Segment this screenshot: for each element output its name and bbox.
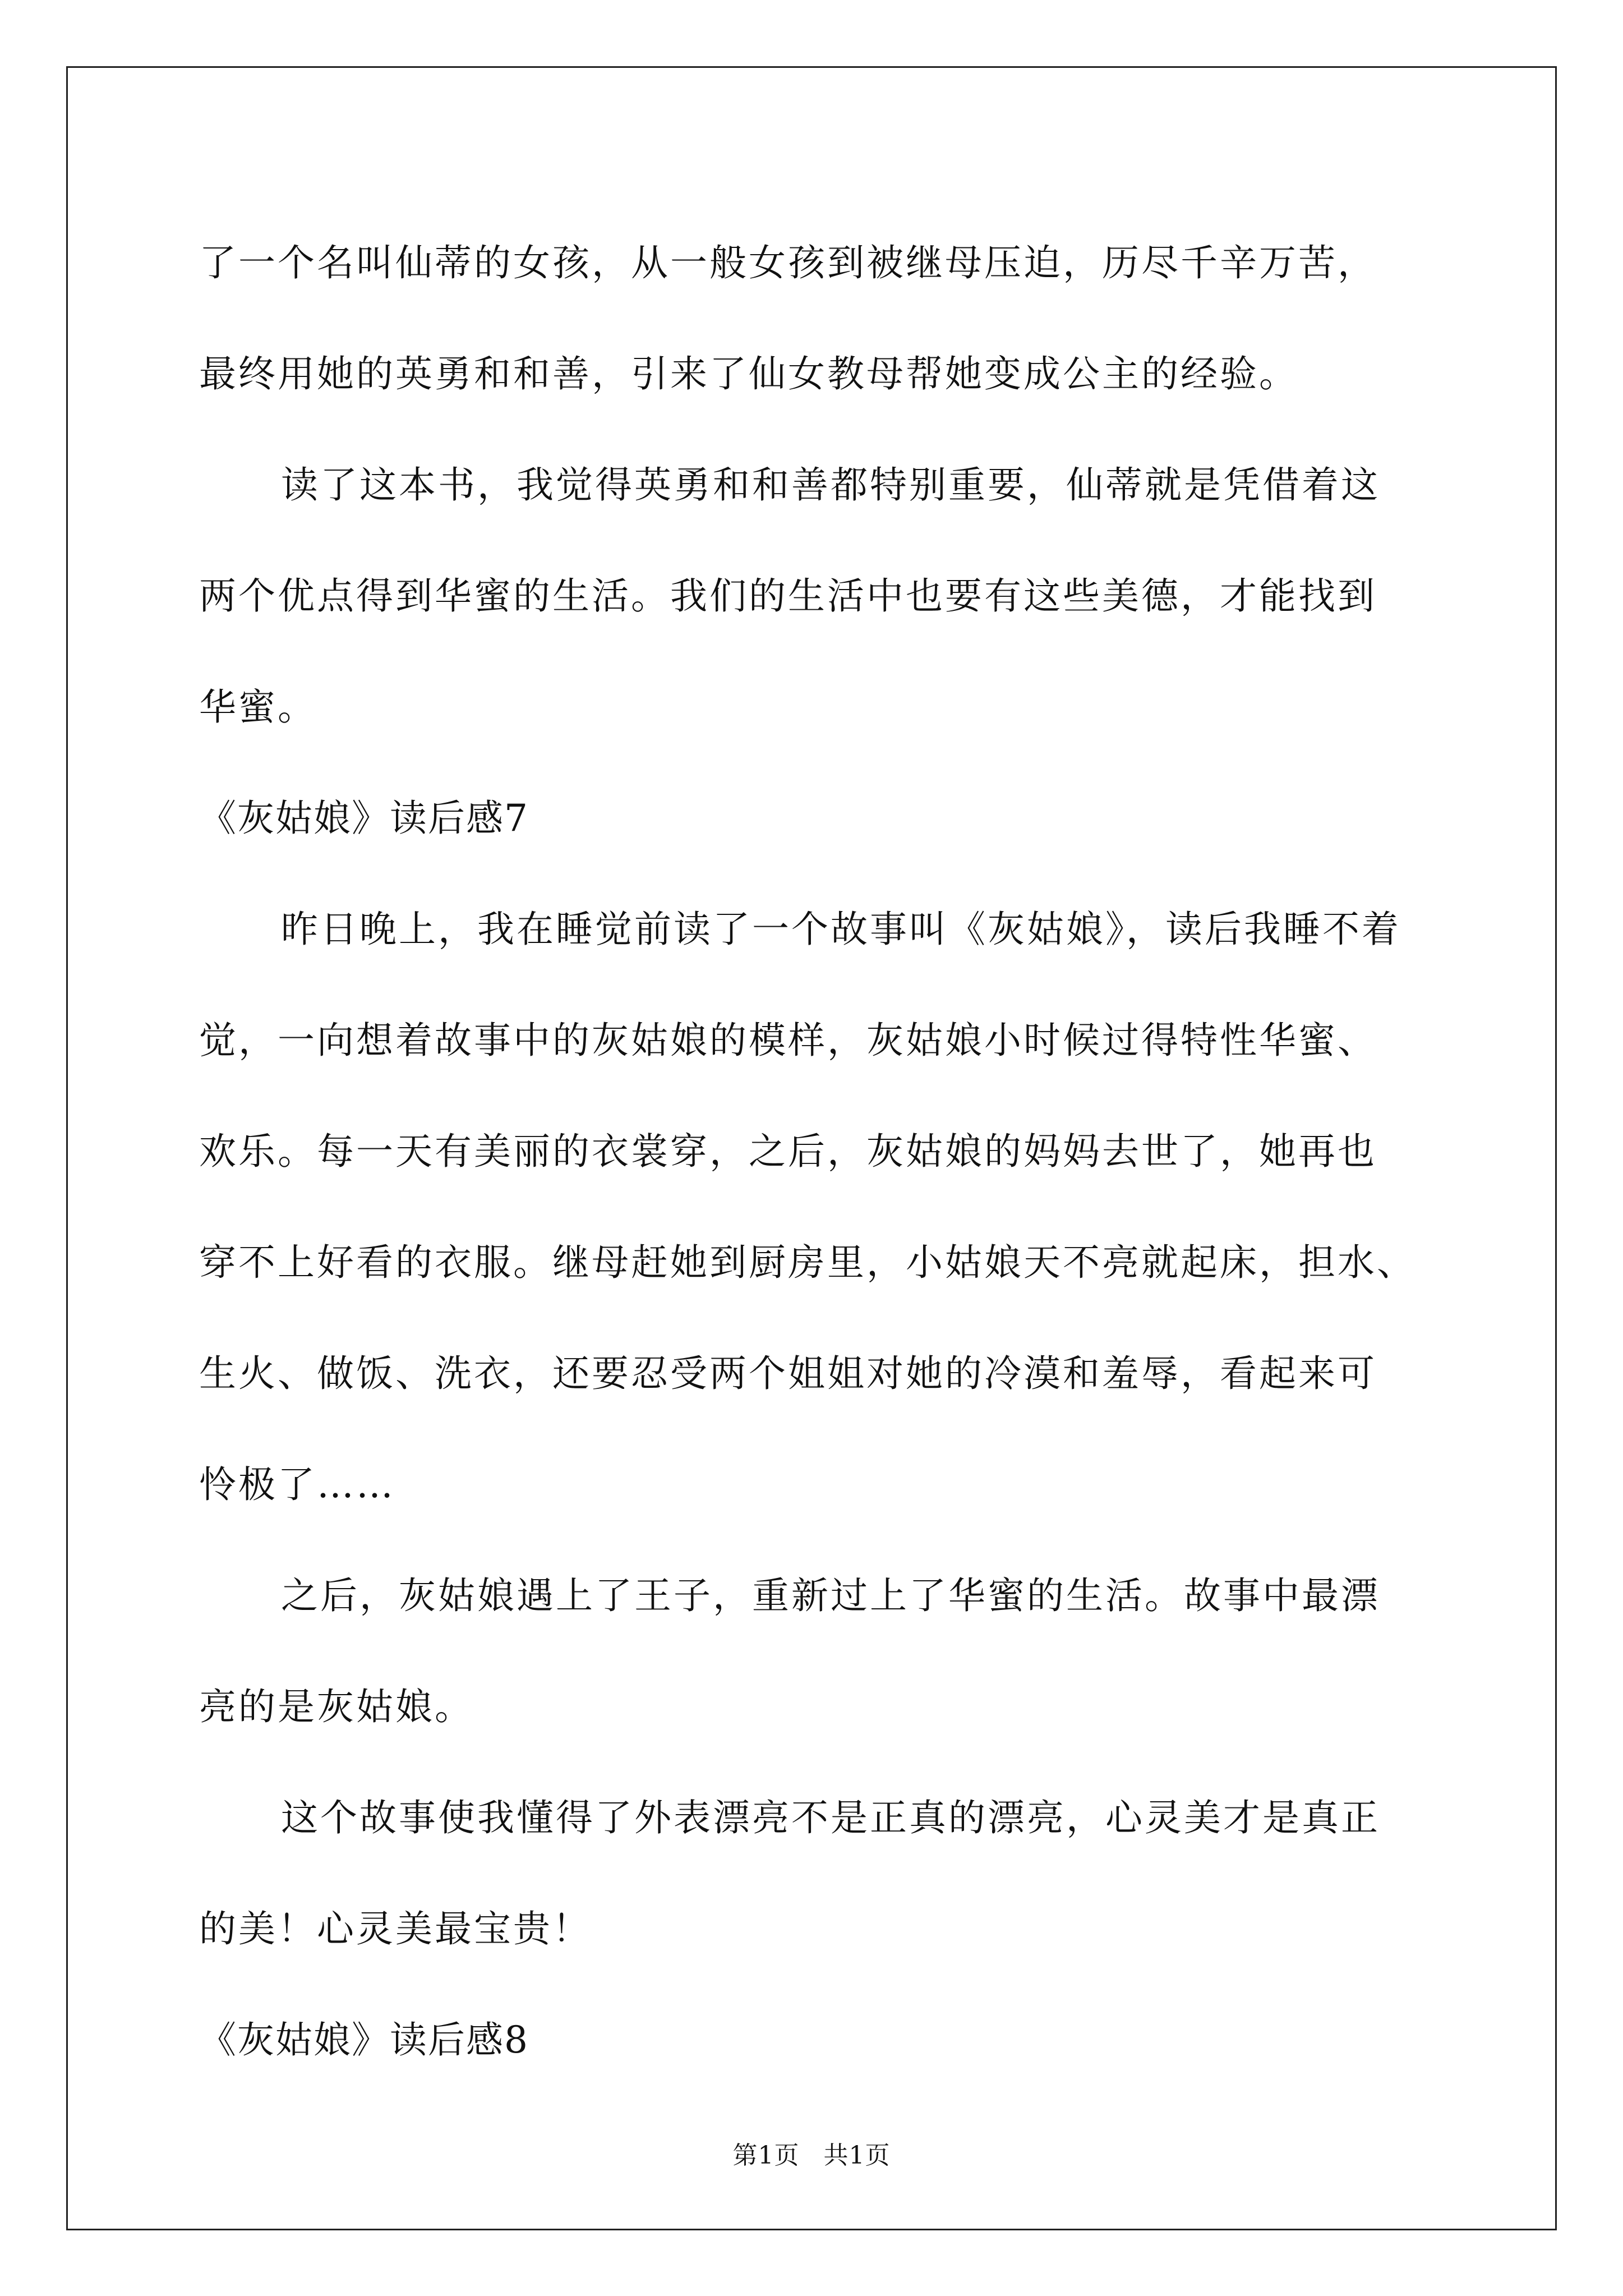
- paragraph-line: 亮的是灰姑娘。: [199, 1685, 474, 1728]
- section-heading: 《灰姑娘》读后感7: [199, 797, 529, 840]
- paragraph-line: 读了这本书，我觉得英勇和和善都特别重要，仙蒂就是凭借着这: [281, 463, 1380, 507]
- page-footer: [0, 2135, 1623, 2171]
- paragraph-line: 的美！心灵美最宝贵！: [199, 1907, 592, 1950]
- document-body: [199, 208, 1427, 2096]
- paragraph-line: 昨日晚上，我在睡觉前读了一个故事叫《灰姑娘》，读后我睡不着: [281, 908, 1401, 951]
- paragraph-line: 觉，一向想着故事中的灰姑娘的模样，灰姑娘小时候过得特性华蜜、: [199, 1019, 1377, 1062]
- section-heading: 《灰姑娘》读后感8: [199, 2018, 529, 2062]
- paragraph-line: 两个优点得到华蜜的生活。我们的生活中也要有这些美德，才能找到: [199, 574, 1377, 618]
- paragraph-line: 了一个名叫仙蒂的女孩，从一般女孩到被继母压迫，历尽千辛万苦，: [199, 241, 1377, 284]
- paragraph-line: 生火、做饭、洗衣，还要忍受两个姐姐对她的冷漠和羞辱，看起来可: [199, 1352, 1377, 1395]
- paragraph-line: 这个故事使我懂得了外表漂亮不是正真的漂亮，心灵美才是真正: [281, 1796, 1380, 1839]
- paragraph-line: 怜极了……: [199, 1463, 395, 1506]
- paragraph-line: 之后，灰姑娘遇上了王子，重新过上了华蜜的生活。故事中最漂: [281, 1574, 1380, 1617]
- paragraph-line: 欢乐。每一天有美丽的衣裳穿，之后，灰姑娘的妈妈去世了，她再也: [199, 1130, 1377, 1173]
- page-number: 第1页: [732, 2141, 800, 2170]
- paragraph-line: 穿不上好看的衣服。继母赶她到厨房里，小姑娘天不亮就起床，担水、: [199, 1241, 1416, 1284]
- paragraph-line: 华蜜。: [199, 685, 317, 729]
- page-total: 共1页: [823, 2141, 891, 2170]
- paragraph-line: 最终用她的英勇和和善，引来了仙女教母帮她变成公主的经验。: [199, 352, 1298, 395]
